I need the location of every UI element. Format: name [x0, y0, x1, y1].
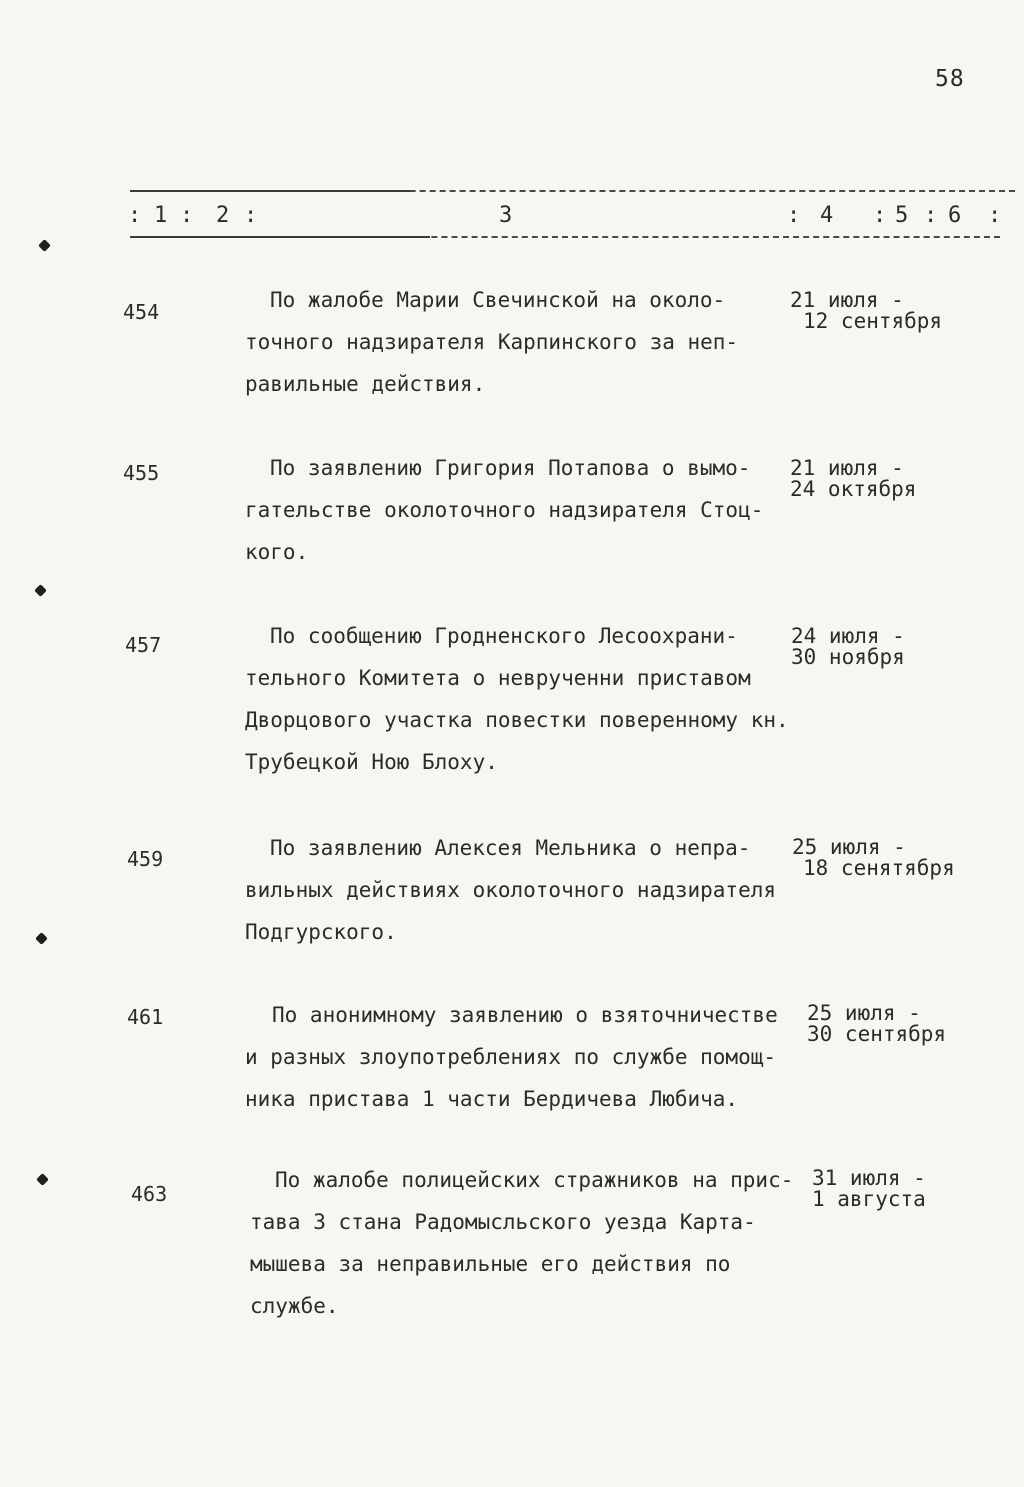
row-date-start: 21 июля -	[790, 288, 904, 312]
row-description-line: точного надзирателя Карпинского за неп-	[245, 330, 739, 354]
column-separator: :	[873, 203, 887, 228]
row-number: 461	[127, 1005, 164, 1029]
row-date-end: 18 сенятября	[803, 856, 955, 880]
margin-mark-icon	[36, 1173, 49, 1186]
column-header-1: 1	[154, 203, 168, 228]
row-description-line: По сообщению Гродненского Лесоохрани-	[270, 624, 738, 648]
row-description-line: По заявлению Алексея Мельника о непра-	[270, 836, 751, 860]
row-description-line: ника пристава 1 части Бердичева Любича.	[245, 1087, 739, 1111]
column-header-3: 3	[499, 203, 513, 228]
row-date-start: 31 июля -	[812, 1166, 926, 1190]
row-description-line: Дворцового участка повестки поверенному кн.	[245, 708, 789, 732]
column-separator: :	[244, 203, 258, 228]
row-date-end: 30 сентября	[807, 1022, 947, 1046]
column-header-6: 6	[948, 203, 962, 228]
row-date-start: 24 июля -	[791, 624, 905, 648]
column-separator: :	[924, 203, 938, 228]
row-description-line: тельного Комитета о неврученни приставом	[245, 666, 751, 690]
column-header-2: 2	[216, 203, 230, 228]
header-rule-bottom-solid	[130, 236, 430, 238]
row-date-start: 21 июля -	[790, 456, 904, 480]
margin-mark-icon	[34, 584, 47, 597]
row-date-end: 30 ноября	[791, 645, 905, 669]
row-number: 459	[127, 847, 164, 871]
row-description-line: службе.	[250, 1294, 339, 1318]
row-date-end: 24 октября	[790, 477, 917, 501]
row-date-end: 12 сентября	[803, 309, 943, 333]
row-description-line: По жалобе Марии Свечинской на около-	[270, 288, 726, 312]
row-description-line: вильных действиях околоточного надзирателя	[245, 878, 777, 902]
row-description-line: равильные действия.	[245, 372, 486, 396]
column-separator: :	[787, 203, 801, 228]
row-description-line: тава 3 стана Радомысльского уезда Карта-	[250, 1210, 756, 1234]
row-description-line: кого.	[245, 540, 309, 564]
row-number: 454	[123, 300, 160, 324]
column-separator: :	[128, 203, 142, 228]
margin-mark-icon	[35, 932, 48, 945]
column-separator: :	[180, 203, 194, 228]
row-number: 463	[131, 1182, 168, 1206]
row-number: 455	[123, 461, 160, 485]
row-description-line: По заявлению Григория Потапова о вымо-	[270, 456, 751, 480]
column-header-4: 4	[820, 203, 834, 228]
column-header-5: 5	[895, 203, 909, 228]
row-number: 457	[125, 633, 162, 657]
row-description-line: Подгурского.	[245, 920, 397, 944]
row-date-start: 25 июля -	[792, 835, 906, 859]
margin-mark-icon	[38, 239, 51, 252]
row-description-line: гательстве околоточного надзирателя Стоц-	[245, 498, 764, 522]
row-description-line: Трубецкой Ною Блоху.	[245, 750, 498, 774]
row-description-line: По анонимному заявлению о взяточничестве	[272, 1003, 778, 1027]
row-description-line: и разных злоупотреблениях по службе помощ-	[245, 1045, 777, 1069]
row-description-line: По жалобе полицейских стражников на прис-	[275, 1168, 794, 1192]
header-rule-top-solid	[130, 190, 410, 192]
column-separator: :	[988, 203, 1002, 228]
row-date-start: 25 июля -	[807, 1001, 921, 1025]
row-description-line: мышева за неправильные его действия по	[250, 1252, 731, 1276]
page-number: 58	[935, 66, 965, 92]
row-date-end: 1 августа	[812, 1187, 926, 1211]
